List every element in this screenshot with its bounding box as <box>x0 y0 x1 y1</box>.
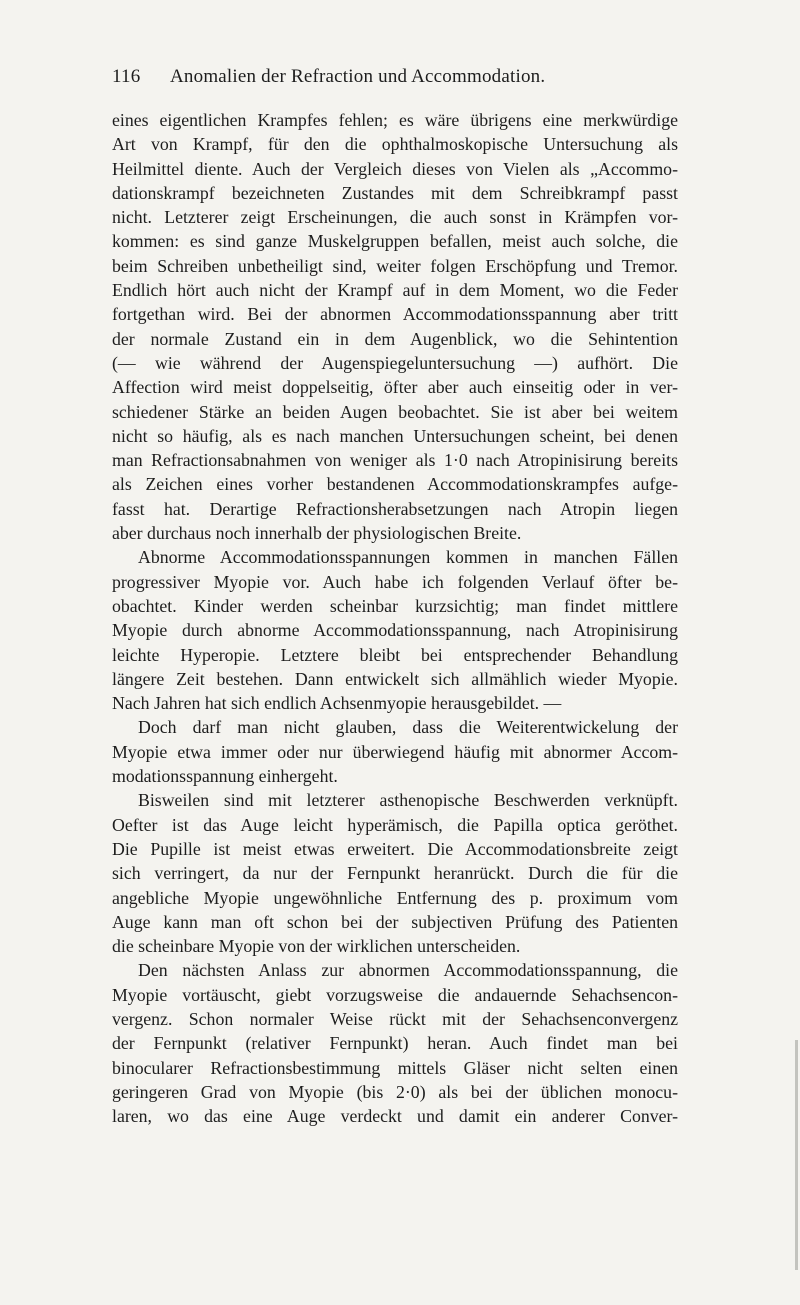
page-number: 116 <box>112 66 141 87</box>
text-line: Abnorme Accommodationsspannungen kommen in manchen Fällen <box>138 547 678 568</box>
text-line: längere Zeit bestehen. Dann entwickelt sich allmählich wieder Myopie. <box>112 668 678 689</box>
text-line: Doch darf man nicht glauben, dass die Weiterentwickelung der <box>138 717 678 738</box>
text-line: man Refractionsabnahmen von weniger als 1·0 nach Atropinisirung bereits <box>112 450 678 471</box>
text-line: modationsspannung einhergeht. <box>112 766 338 787</box>
page-edge-shadow <box>795 1040 798 1270</box>
text-line: obachtet. Kinder werden scheinbar kurzsichtig; man findet mittlere <box>112 595 678 616</box>
text-line: Die Pupille ist meist etwas erweitert. Die Accommodationsbreite zeigt <box>112 838 678 859</box>
text-line: Nach Jahren hat sich endlich Achsenmyopie herausgebildet. — <box>112 693 562 714</box>
paragraph <box>112 715 678 788</box>
text-line: Art von Krampf, für den die ophthalmoskopische Untersuchung als <box>112 134 678 155</box>
text-line: leichte Hyperopie. Letztere bleibt bei entsprechender Behandlung <box>112 644 678 665</box>
text-line: laren, wo das eine Auge verdeckt und damit ein anderer Conver- <box>112 1106 678 1127</box>
text-line: vergenz. Schon normaler Weise rückt mit der Sehachsenconvergenz <box>112 1008 678 1029</box>
text-line: nicht. Letzterer zeigt Erscheinungen, die auch sonst in Krämpfen vor- <box>112 207 678 228</box>
text-line: eines eigentlichen Krampfes fehlen; es wäre übrigens eine merkwürdige <box>112 110 678 130</box>
text-line: der Fernpunkt (relativer Fernpunkt) heran. Auch findet man bei <box>112 1033 678 1054</box>
text-line: der normale Zustand ein in dem Augenblick, wo die Sehintention <box>112 328 678 349</box>
text-line: Den nächsten Anlass zur abnormen Accommodationsspannung, die <box>138 960 678 981</box>
text-line: schiedener Stärke an beiden Augen beobachtet. Sie ist aber bei weitem <box>112 401 678 422</box>
text-line: binocularer Refractionsbestimmung mittels Gläser nicht selten einen <box>112 1057 678 1078</box>
text-line: Heilmittel diente. Auch der Vergleich dieses von Vielen als „Accommo- <box>112 158 678 179</box>
text-line: die scheinbare Myopie von der wirklichen unterscheiden. <box>112 936 521 957</box>
paragraph <box>112 788 678 958</box>
text-line: Myopie etwa immer oder nur überwiegend häufig mit abnormer Accom- <box>112 741 678 762</box>
text-line: geringeren Grad von Myopie (bis 2·0) als bei der üblichen monocu- <box>112 1081 678 1102</box>
body-text <box>112 108 678 1128</box>
text-line: als Zeichen eines vorher bestandenen Accommodationskrampfes aufge- <box>112 474 678 495</box>
text-line: Auge kann man oft schon bei der subjectiven Prüfung des Patienten <box>112 911 678 932</box>
text-line: nicht so häufig, als es nach manchen Untersuchungen scheint, bei denen <box>112 425 678 446</box>
text-line: dationskrampf bezeichneten Zustandes mit dem Schreibkrampf passt <box>112 182 678 203</box>
text-line: fortgethan wird. Bei der abnormen Accommodationsspannung aber tritt <box>112 304 678 325</box>
text-line: Myopie vortäuscht, giebt vorzugsweise die andauernde Sehachsencon- <box>112 984 678 1005</box>
paragraph <box>112 958 678 1128</box>
text-line: progressiver Myopie vor. Auch habe ich folgenden Verlauf öfter be- <box>112 571 678 592</box>
running-title: Anomalien der Refraction und Accommodation. <box>170 66 546 87</box>
text-line: Affection wird meist doppelseitig, öfter aber auch einseitig oder in ver- <box>112 377 678 398</box>
text-line: Bisweilen sind mit letzterer asthenopische Beschwerden verknüpft. <box>138 790 678 811</box>
text-line: fasst hat. Derartige Refractionsherabsetzungen nach Atropin liegen <box>112 498 678 519</box>
text-line: Endlich hört auch nicht der Krampf auf in dem Moment, wo die Feder <box>112 280 678 301</box>
text-line: aber durchaus noch innerhalb der physiologischen Breite. <box>112 523 522 544</box>
text-line: Oefter ist das Auge leicht hyperämisch, die Papilla optica geröthet. <box>112 814 678 835</box>
paragraph <box>112 108 678 545</box>
text-line: (— wie während der Augenspiegeluntersuchung —) aufhört. Die <box>112 352 678 373</box>
text-line: sich verringert, da nur der Fernpunkt heranrückt. Durch die für die <box>112 863 678 884</box>
paragraph <box>112 545 678 715</box>
text-line: Myopie durch abnorme Accommodationsspannung, nach Atropinisirung <box>112 620 678 641</box>
running-head <box>112 66 632 90</box>
text-line: kommen: es sind ganze Muskelgruppen befallen, meist auch solche, die <box>112 231 678 252</box>
text-line: angebliche Myopie ungewöhnliche Entfernung des p. proximum vom <box>112 887 678 908</box>
text-line: beim Schreiben unbetheiligt sind, weiter folgen Erschöpfung und Tremor. <box>112 255 678 276</box>
